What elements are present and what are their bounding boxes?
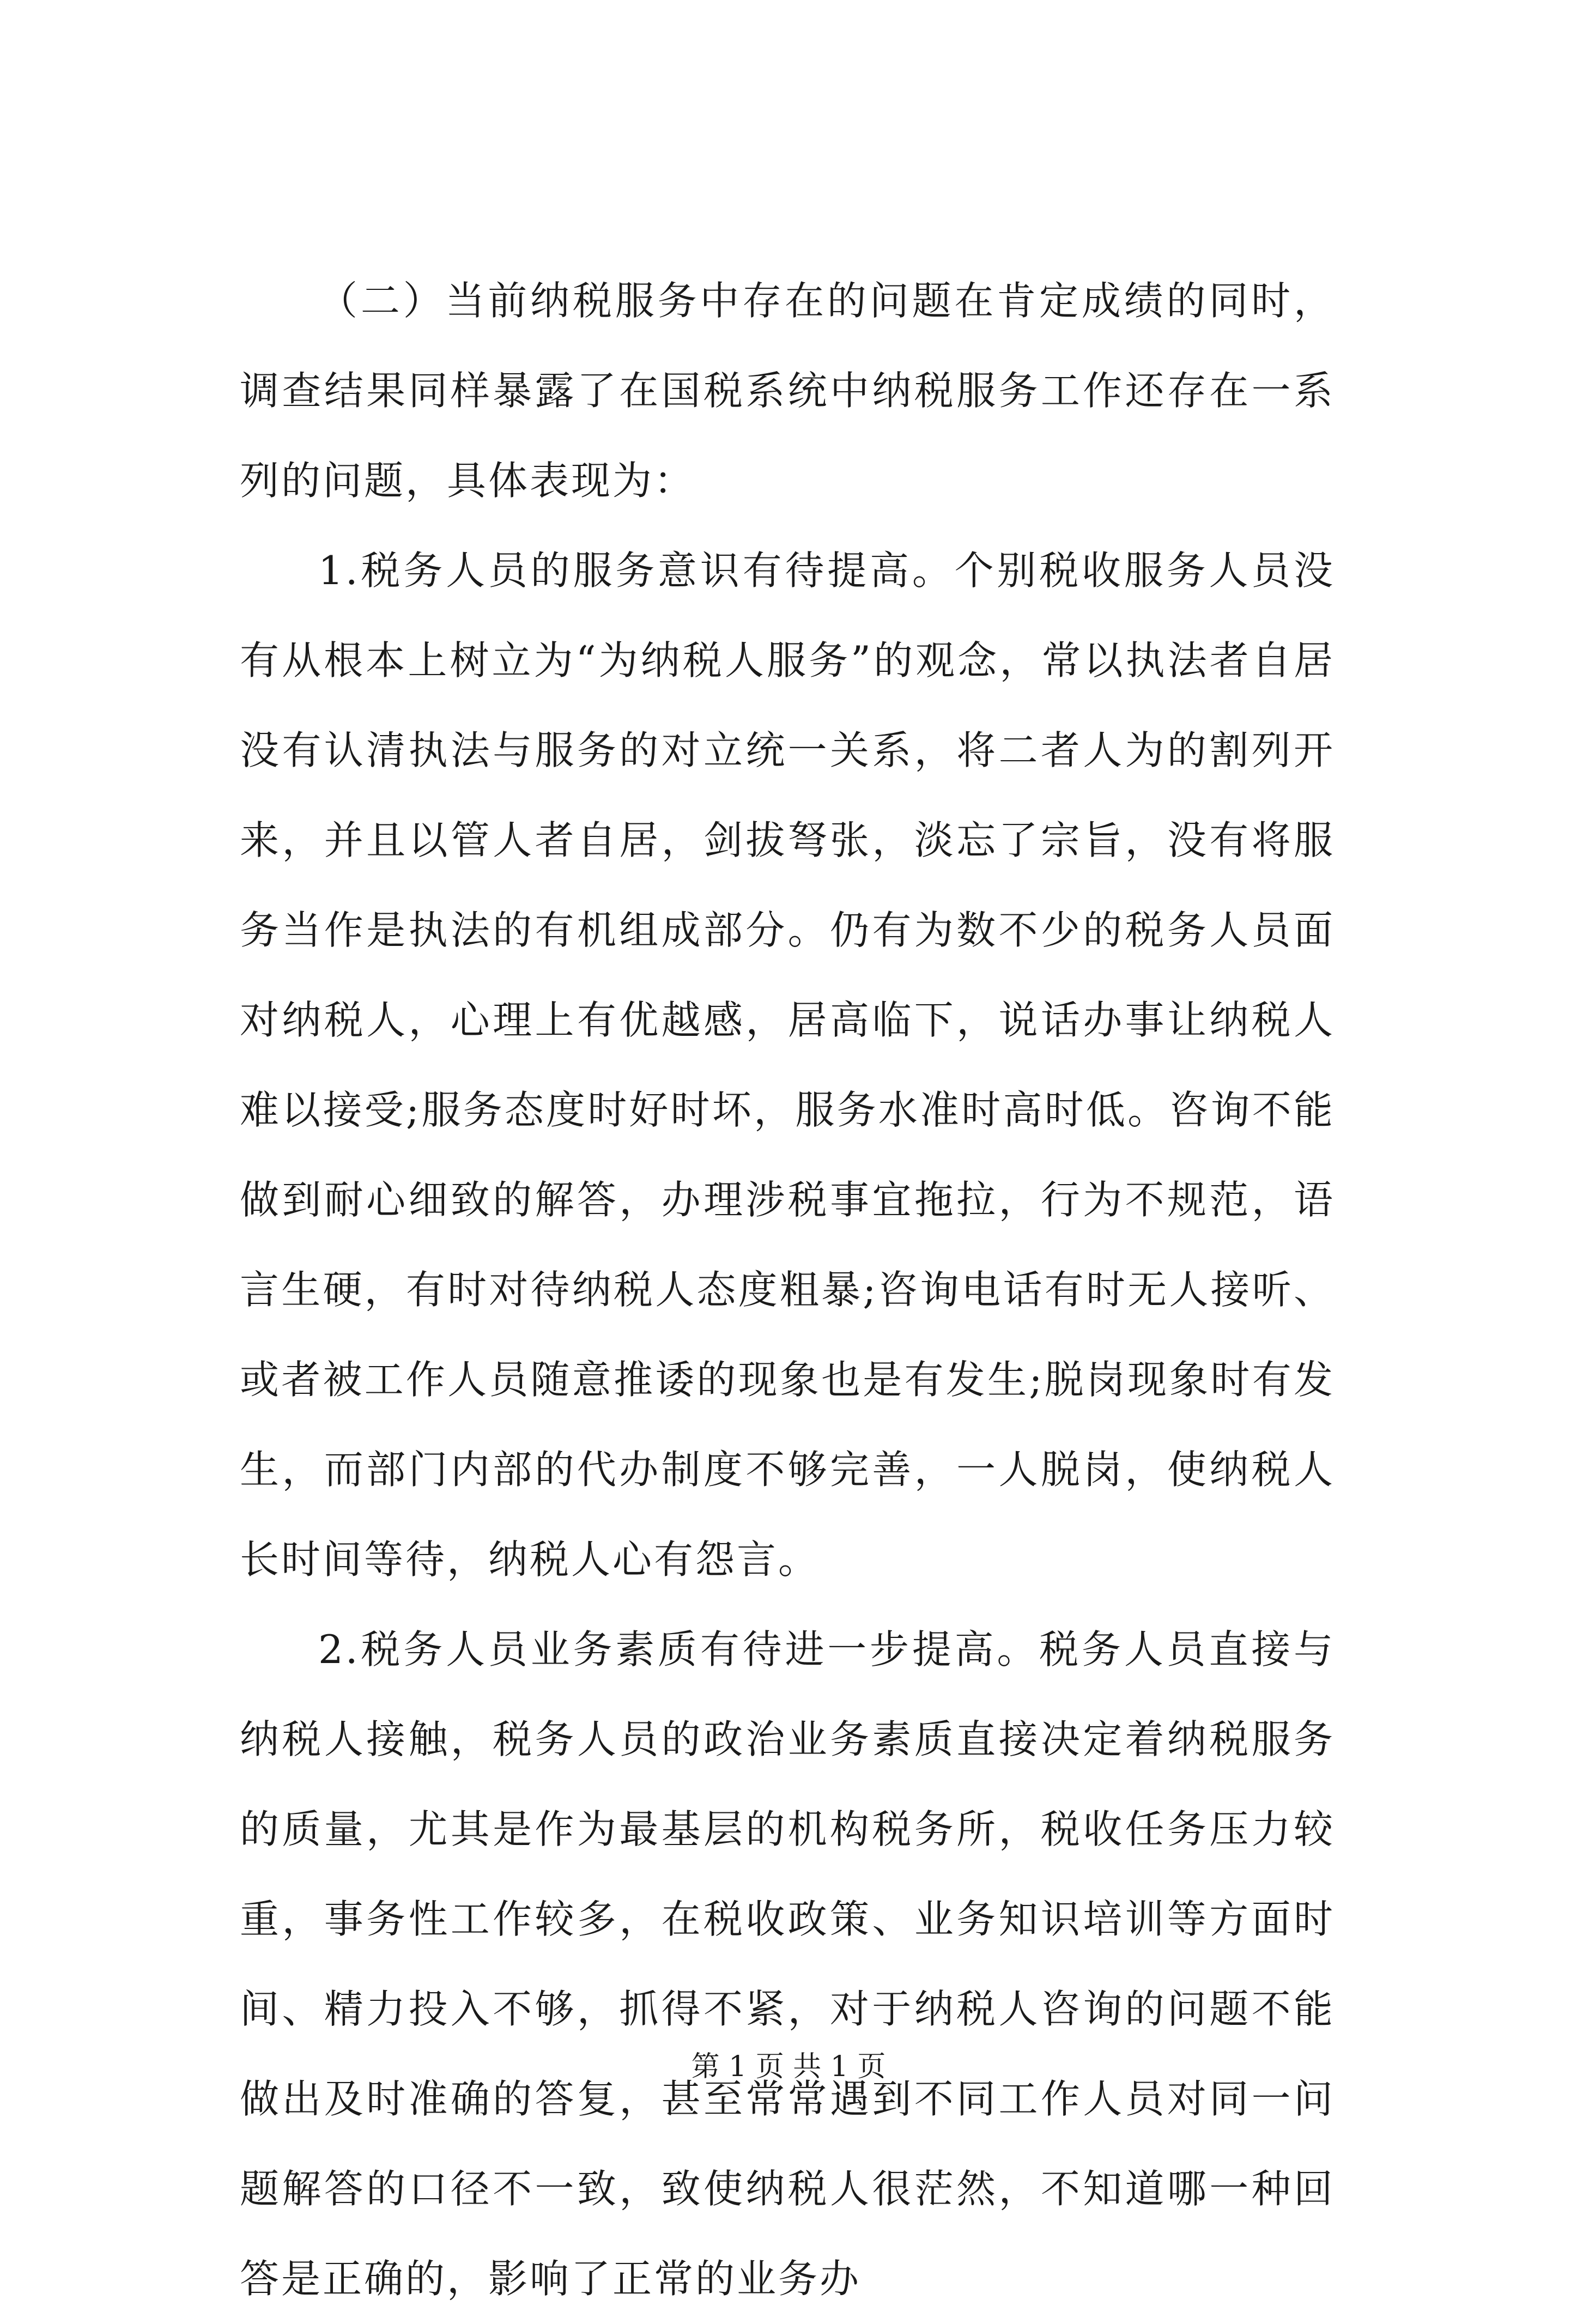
paragraph-3: 2.税务人员业务素质有待进一步提高。税务人员直接与纳税人接触，税务人员的政治业务素质直接决定着纳税服务的质量，尤其是作为最基层的机构税务所，税收任务压力较重，事务性工作较多，在税收政策、业务知识培训等方面时间、精力投入不够，抓得不紧，对于纳税人咨询的问题不能做出及时准确的答复，甚至常常遇到不同工作人员对同一问题解答的口径不一致，致使纳税人很茫然，不知道哪一种回答是正确的，影响了正常的业务办	[240, 1627, 1335, 2302]
paragraph-2: 1.税务人员的服务意识有待提高。个别税收服务人员没有从根本上树立为“为纳税人服务”的观念，常以执法者自居没有认清执法与服务的对立统一关系，将二者人为的割列开来，并且以管人者自居，剑拔弩张，淡忘了宗旨，没有将服务当作是执法的有机组成部分。仍有为数不少的税务人员面对纳税人，心理上有优越感，居高临下，说话办事让纳税人难以接受;服务态度时好时坏，服务水准时高时低。咨询不能做到耐心细致的解答，办理涉税事宜拖拉，行为不规范，语言生硬，有时对待纳税人态度粗暴;咨询电话有时无人接听、或者被工作人员随意推诿的现象也是有发生;脱岗现象时有发生，而部门内部的代办制度不够完善，一人脱岗，使纳税人长时间等待，纳税人心有怨言。	[240, 548, 1335, 1582]
paragraph-1: （二）当前纳税服务中存在的问题在肯定成绩的同时，调查结果同样暴露了在国税系统中纳税服务工作还存在一系列的问题，具体表现为：	[240, 278, 1335, 503]
page-footer: 第 1 页 共 1 页	[691, 2050, 886, 2083]
document-body	[240, 256, 1335, 2324]
